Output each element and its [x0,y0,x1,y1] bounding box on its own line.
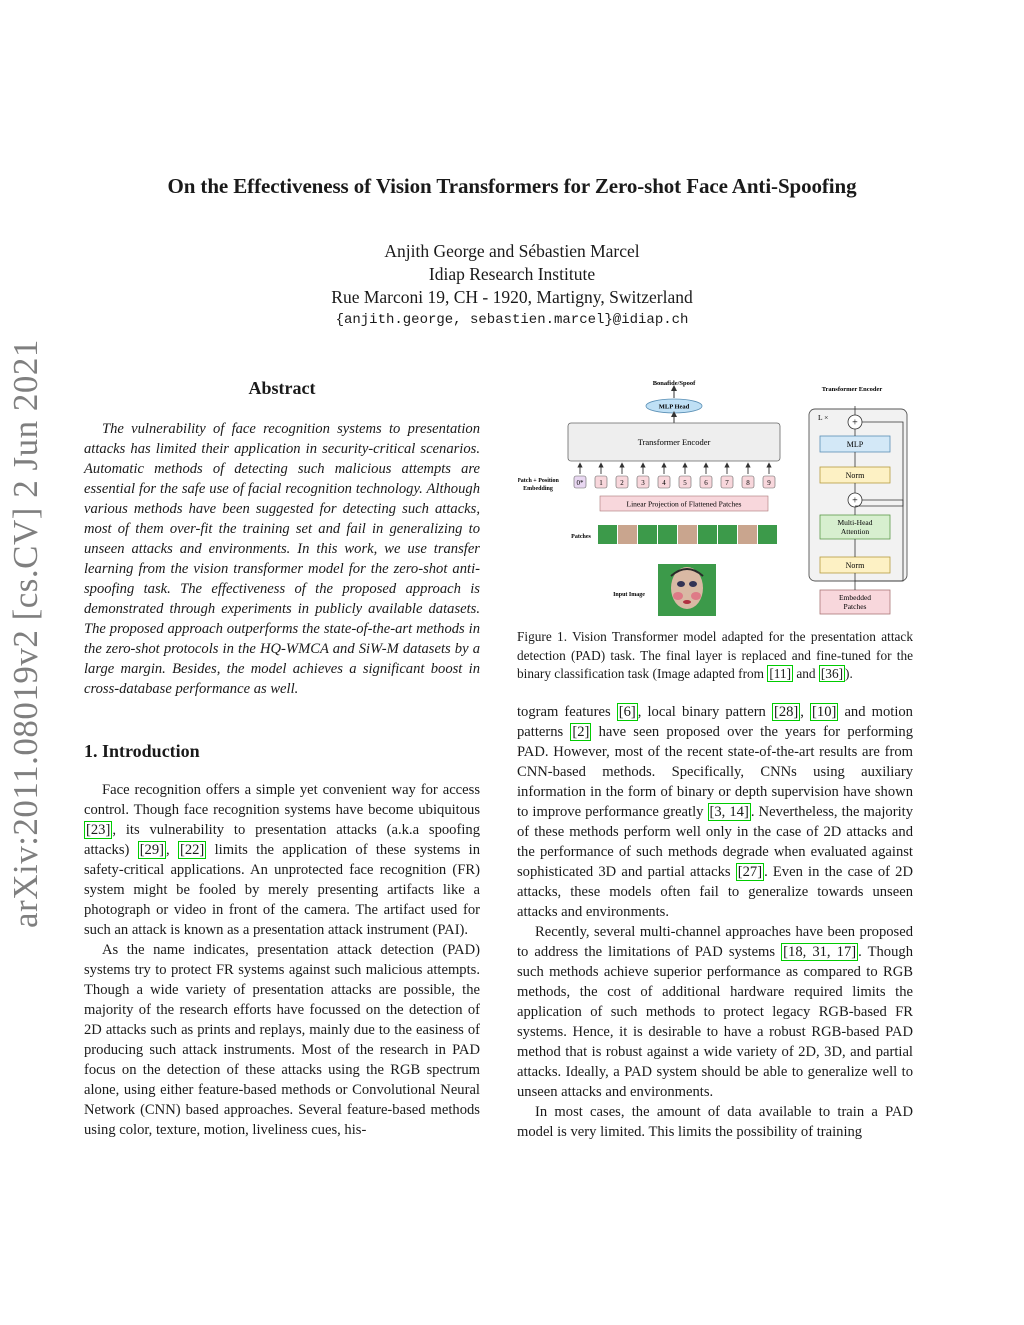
mha-label: Multi-Head [837,518,873,527]
mlp-label: MLP [846,440,864,449]
citation-link[interactable]: [3, 14] [709,803,749,820]
token-row [574,465,775,488]
output-label: Bonafide/Spoof [652,380,696,387]
abstract-heading: Abstract [248,378,316,398]
linear-projection-label: Linear Projection of Flattened Patches [626,499,742,509]
intro-paragraph-5: In most cases, the amount of data available to train a PAD model is very limited. This limits the possibility of training [517,1103,913,1140]
abstract-text: The vulnerability of face recognition systems to presentation attacks has limited their application in security-critical scenarios. Automatic methods of detecting such malicious attempts are essential for the safe use of facial recognition technology. Although various methods have been suggested for detecting such attacks, most of them over-fit the training set and fail in generalizing to unseen attacks and environments. In this work, we use transfer learning from the vision transformer model for the zero-shot anti-spoofing task. The effectiveness of the proposed approach is demonstrated through experiments in publicly available datasets. The proposed approach outperforms the state-of-the-art methods in the zero-shot protocols in the HQ-WMCA and SiW-M datasets by a large margin. Besides, the model achieves a significant boost in cross-database performance as well. [84,421,480,697]
svg-text:+: + [852,417,858,429]
patch-thumbnail [758,525,777,544]
citation-link[interactable]: [22] [179,842,205,858]
citation-link[interactable]: [10] [812,703,837,720]
token-label: 8 [746,479,750,487]
intro-paragraph-3: togram features [6] , local binary pattern [28] , [10] and motion patterns [2] have seen proposed over the years for performing PAD. However, most of the recent state-of-the-art results are from CNN-based methods. Specifically, CNNs using auxiliary information in the form of binary or depth supervision have shown to improve performance greatly [3, 14] . Nevertheless, the majority of these methods perform well only in the case of 2D attacks and the performance of such methods degrade when evaluated against sophisticated 3D and partial attacks [27] . Even in the case of 2D attacks, these models often fail to generalize towards unseen attacks and environments. [517,703,914,920]
intro-paragraph-4: Recently, several multi-channel approaches have been proposed to address the limitations of PAD systems [18, 31, 17] . Though such methods achieve superior performance as compared to RGB methods, the cost of additional hardware required limits the application of such methods to protect legacy RGB-based FR systems. Hence, it is desirable to have a robust RGB-based PAD method that is robust against a wide variety of 2D, 3D, and partial attacks. Ideally, a PAD system should be able to generalize well to unseen attacks and environments. [517,923,913,1100]
left-column [84,378,480,1140]
citation-link[interactable]: [29] [139,842,165,858]
token-label: 2 [620,479,624,487]
encoder-label: Transformer Encoder [637,437,711,447]
input-image-label: Input Image [613,592,645,598]
citation-link[interactable]: [2] [572,723,590,740]
token-label: 5 [683,479,687,487]
token-label: 3 [641,479,645,487]
citation-link[interactable]: [36] [820,666,844,681]
patch-thumbnail [678,525,697,544]
token-label: 6 [704,479,708,487]
patch-thumbnail [598,525,617,544]
author-names: Anjith George and Sébastien Marcel [384,241,640,261]
figure-1-diagram [518,376,918,616]
token-label: 1 [599,479,603,487]
address: Rue Marconi 19, CH - 1920, Martigny, Switzerland [331,287,693,307]
layer-repeat-label: L × [818,413,829,422]
citation-link[interactable]: [23] [86,822,111,838]
citation-link[interactable]: [11] [769,666,792,681]
intro-paragraph-2: As the name indicates, presentation attack detection (PAD) systems try to protect FR systems against such malicious attempts. Though a wide variety of presentation attacks are possible, the majority of the research efforts have focussed on the detection of 2D attacks such as prints and replays, mainly due to the easiness of producing such attack instruments. Most of the research in PAD focus on the detection of these attacks using the RGB spectrum alone, using either feature-based methods or Convolutional Neural Network (CNN) based approaches. Several feature-based methods using color, texture, motion, liveliness cues, his- [84,942,480,1138]
right-column [517,628,913,1142]
svg-text:Embedding: Embedding [523,486,553,492]
citation-link[interactable]: [28] [773,703,799,720]
svg-text:Attention: Attention [840,527,870,536]
patch-thumbnails [598,525,777,544]
patch-thumbnail [638,525,657,544]
svg-text:+: + [852,495,858,507]
arxiv-identifier: arXiv:2011.08019v2 [cs.CV] 2 Jun 2021 [6,339,45,928]
paper-title: On the Effectiveness of Vision Transformers for Zero-shot Face Anti-Spoofing [167,174,857,198]
patch-thumbnail [698,525,717,544]
citation-link[interactable]: [27] [737,863,763,880]
mlp-head-label: MLP Head [658,403,690,411]
patch-embed-label: Patch + Position [518,478,559,484]
citation-link[interactable]: [18, 31, 17] [783,943,857,960]
patch-thumbnail [618,525,637,544]
input-face-image [658,564,716,616]
norm-label-1: Norm [845,471,865,480]
intro-paragraph-1: Face recognition offers a simple yet convenient way for access control. Though face recognition systems have become ubiquitous [23] , its vulnerability to presentation attacks (a.k.a spoofing attacks) [29] , [22] limits the application of these systems in safety-critical applications. An unprotected face recognition (FR) system might be fooled by merely presenting artifacts like a photograph or video in front of the camera. The artifact used for such an attack is known as a presentation attack instrument (PAI). [84,782,481,938]
figure-1-caption: Figure 1. Vision Transformer model adapted for the presentation attack detection (PAD) task. The final layer is replaced and fine-tuned for the binary classification task (Image adapted from [11] and [36] ). [517,629,913,681]
token-label: 4 [662,479,666,487]
svg-text:Patches: Patches [843,602,867,611]
patch-thumbnail [658,525,677,544]
token-label: 7 [725,479,729,487]
institute: Idiap Research Institute [428,264,596,284]
token-label: 9 [767,479,771,487]
email: {anjith.george, sebastien.marcel}@idiap.ch [335,312,689,328]
encoder-detail-title: Transformer Encoder [821,386,883,393]
token-label: 0* [576,479,584,487]
norm-label-2: Norm [845,561,865,570]
patch-thumbnail [718,525,737,544]
citation-link[interactable]: [6] [618,703,636,720]
patch-thumbnail [738,525,757,544]
author-block [40,240,984,332]
section-heading-introduction: 1. Introduction [84,741,200,761]
patches-label: Patches [571,534,591,540]
embedded-label: Embedded [838,593,872,602]
